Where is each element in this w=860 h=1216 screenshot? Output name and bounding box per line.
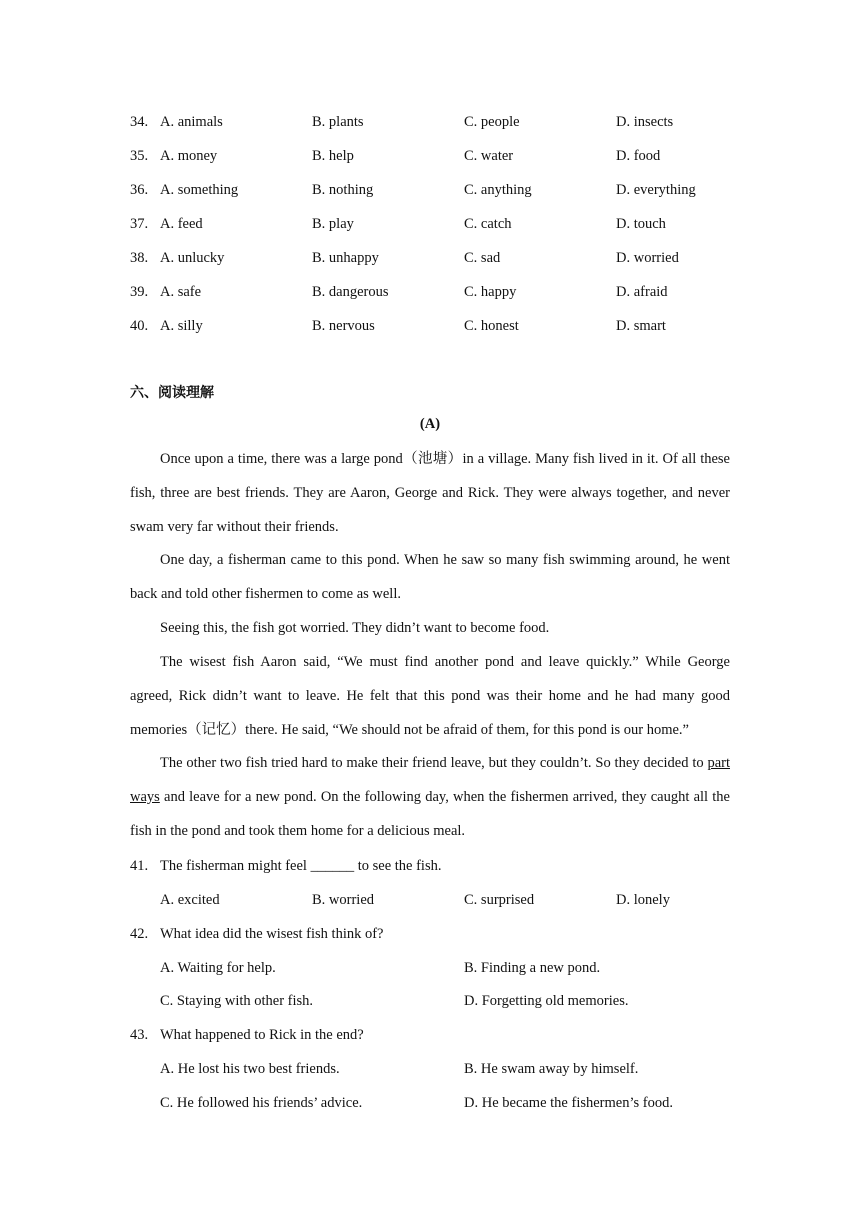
option-c: C. water bbox=[464, 148, 514, 164]
option-d: D. Forgetting old memories. bbox=[464, 993, 629, 1009]
option-b: B. dangerous bbox=[312, 284, 389, 300]
question-stem bbox=[130, 924, 730, 944]
question-number: 38. bbox=[130, 250, 149, 266]
question-options bbox=[130, 1059, 730, 1079]
option-b: B. He swam away by himself. bbox=[464, 1061, 639, 1077]
question-options bbox=[130, 890, 730, 910]
question-text: What idea did the wisest fish think of? bbox=[160, 926, 384, 942]
question-row bbox=[130, 214, 730, 234]
option-b: B. worried bbox=[312, 892, 375, 908]
option-b: B. unhappy bbox=[312, 250, 379, 266]
option-b: B. nothing bbox=[312, 182, 374, 198]
paragraph-text: The other two fish tried hard to make their friend leave, but they couldn’t. So they decided to bbox=[160, 755, 708, 771]
passage-title: (A) bbox=[419, 416, 441, 432]
option-c: C. catch bbox=[464, 216, 512, 232]
option-c: C. people bbox=[464, 114, 520, 130]
option-c: C. Staying with other fish. bbox=[160, 993, 314, 1009]
option-c: C. He followed his friends’ advice. bbox=[160, 1095, 363, 1111]
question-row bbox=[130, 180, 730, 200]
option-a: A. Waiting for help. bbox=[160, 960, 276, 976]
question-text: The fisherman might feel ______ to see the fish. bbox=[160, 858, 442, 874]
passage-paragraph: Seeing this, the fish got worried. They didn’t want to become food. bbox=[160, 620, 550, 636]
option-c: C. honest bbox=[464, 318, 519, 334]
option-a: A. animals bbox=[160, 114, 223, 130]
option-a: A. silly bbox=[160, 318, 203, 334]
option-d: D. afraid bbox=[616, 284, 668, 300]
question-number: 41. bbox=[130, 858, 149, 874]
question-row bbox=[130, 146, 730, 166]
question-row bbox=[130, 282, 730, 302]
question-text: What happened to Rick in the end? bbox=[160, 1027, 364, 1043]
option-a: A. safe bbox=[160, 284, 202, 300]
option-c: C. happy bbox=[464, 284, 517, 300]
option-d: D. smart bbox=[616, 318, 666, 334]
option-d: D. touch bbox=[616, 216, 666, 232]
option-b: B. help bbox=[312, 148, 354, 164]
option-b: B. plants bbox=[312, 114, 364, 130]
question-options bbox=[130, 991, 730, 1011]
option-d: D. worried bbox=[616, 250, 679, 266]
passage-paragraph: Once upon a time, there was a large pond（池塘）in a village. Many fish lived in it. Of all these fish, three are best friends. They are Aaron, George and Rick. They were always together, and never swam very far without their friends. bbox=[130, 451, 730, 535]
question-number: 37. bbox=[130, 216, 149, 232]
option-d: D. insects bbox=[616, 114, 674, 130]
section-title: 六、阅读理解 bbox=[130, 385, 214, 401]
question-number: 43. bbox=[130, 1027, 149, 1043]
question-options bbox=[130, 1093, 730, 1113]
underlined-phrase: part ways bbox=[130, 755, 730, 805]
passage-paragraph: The wisest fish Aaron said, “We must find another pond and leave quickly.” While George agreed, Rick didn’t want to leave. He felt that this pond was their home and he had many good memories（记忆）there. He said, “We should not be afraid of them, for this pond is our home.” bbox=[130, 654, 730, 738]
question-stem bbox=[130, 1025, 730, 1045]
passage-paragraph: One day, a fisherman came to this pond. When he saw so many fish swimming around, he went back and told other fishermen to come as well. bbox=[130, 552, 730, 602]
question-number: 35. bbox=[130, 148, 149, 164]
question-number: 36. bbox=[130, 182, 149, 198]
question-number: 39. bbox=[130, 284, 149, 300]
option-a: A. money bbox=[160, 148, 218, 164]
question-options bbox=[130, 958, 730, 978]
option-a: A. something bbox=[160, 182, 239, 198]
option-b: B. Finding a new pond. bbox=[464, 960, 601, 976]
question-stem bbox=[130, 856, 730, 876]
paragraph-text: and leave for a new pond. On the following day, when the fishermen arrived, they caught all the fish in the pond and took them home for a delicious meal. bbox=[130, 788, 730, 839]
option-d: D. He became the fishermen’s food. bbox=[464, 1095, 673, 1111]
question-row bbox=[130, 248, 730, 268]
question-number: 42. bbox=[130, 926, 149, 942]
question-row bbox=[130, 316, 730, 336]
question-number: 34. bbox=[130, 114, 149, 130]
option-b: B. nervous bbox=[312, 318, 375, 334]
option-c: C. anything bbox=[464, 182, 532, 198]
option-d: D. everything bbox=[616, 182, 696, 198]
passage-paragraph bbox=[130, 747, 730, 848]
option-a: A. unlucky bbox=[160, 250, 225, 266]
option-b: B. play bbox=[312, 216, 354, 232]
option-d: D. lonely bbox=[616, 892, 670, 908]
option-c: C. surprised bbox=[464, 892, 535, 908]
option-a: A. He lost his two best friends. bbox=[160, 1061, 340, 1077]
question-number: 40. bbox=[130, 318, 149, 334]
option-a: A. feed bbox=[160, 216, 203, 232]
option-a: A. excited bbox=[160, 892, 220, 908]
option-c: C. sad bbox=[464, 250, 501, 266]
question-row bbox=[130, 112, 730, 132]
option-d: D. food bbox=[616, 148, 661, 164]
